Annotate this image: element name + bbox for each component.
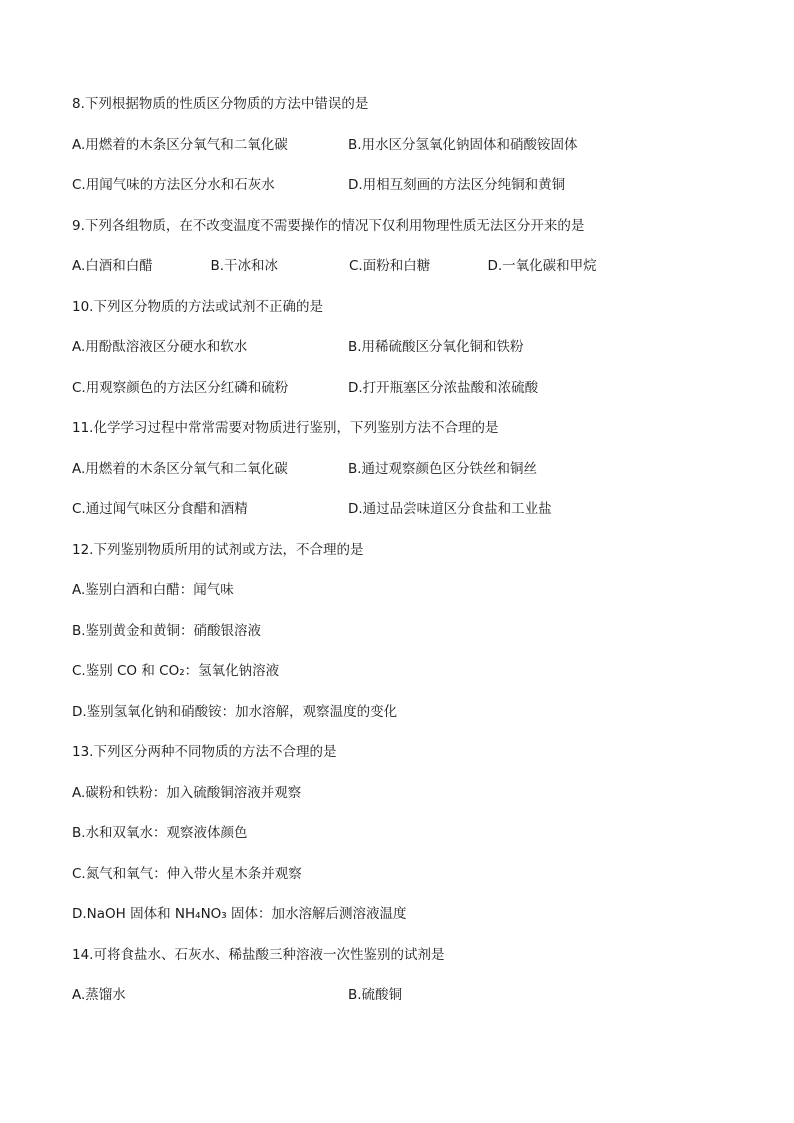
question-14-options-row-1 [72, 984, 732, 1025]
question-10-option-a: A.用酚酞溶液区分硬水和软水 [72, 339, 248, 355]
question-12-option-b: B.鉴别黄金和黄铜：硝酸银溶液 [72, 622, 262, 639]
question-11-options-row-1 [72, 458, 732, 499]
question-14-option-b: B.硫酸铜 [348, 987, 403, 1003]
question-11-option-a: A.用燃着的木条区分氧气和二氧化碳 [72, 460, 288, 477]
question-10-option-d: D.打开瓶塞区分浓盐酸和浓硫酸 [348, 379, 539, 396]
question-8-stem: 8.下列根据物质的性质区分物质的方法中错误的是 [72, 96, 369, 112]
question-14-stem: 14.可将食盐水、石灰水、稀盐酸三种溶液一次性鉴别的试剂是 [72, 946, 445, 963]
question-13-stem: 13.下列区分两种不同物质的方法不合理的是 [72, 744, 337, 760]
question-14-option-a: A.蒸馏水 [72, 987, 126, 1003]
question-8-option-a: A.用燃着的木条区分氧气和二氧化碳 [72, 136, 288, 153]
question-10-options-row-1 [72, 336, 732, 377]
question-9-stem: 9.下列各组物质，在不改变温度不需要操作的情况下仅利用物理性质无法区分开来的是 [72, 217, 585, 234]
question-13-option-a: A.碳粉和铁粉：加入硫酸铜溶液并观察 [72, 784, 302, 801]
question-9-option-c: C.面粉和白糖 [349, 258, 431, 274]
question-13-option-d: D.NaOH 固体和 NH₄NO₃ 固体：加水溶解后测溶液温度 [72, 906, 407, 922]
question-8-options-row-1 [72, 134, 732, 175]
question-10-option-b: B.用稀硫酸区分氧化铜和铁粉 [348, 339, 524, 355]
question-11-options-row-2 [72, 498, 732, 539]
question-9-option-d: D.一氧化碳和甲烷 [487, 258, 597, 274]
question-8-options-row-2 [72, 174, 732, 215]
question-13-option-c: C.氮气和氧气：伸入带火星木条并观察 [72, 865, 302, 882]
question-10-stem: 10.下列区分物质的方法或试剂不正确的是 [72, 298, 323, 315]
question-12-option-c: C.鉴别 CO 和 CO₂：氢氧化钠溶液 [72, 663, 280, 679]
question-9-option-a: A.白酒和白醋 [72, 258, 153, 274]
question-9-options-row [72, 255, 732, 296]
question-8-option-d: D.用相互刻画的方法区分纯铜和黄铜 [348, 177, 566, 193]
question-11-stem: 11.化学学习过程中常常需要对物质进行鉴别，下列鉴别方法不合理的是 [72, 420, 499, 436]
question-10-option-c: C.用观察颜色的方法区分红磷和硫粉 [72, 379, 289, 396]
question-12-stem: 12.下列鉴别物质所用的试剂或方法，不合理的是 [72, 541, 364, 558]
document-page [72, 93, 732, 1025]
question-10-options-row-2 [72, 377, 732, 418]
question-8-option-b: B.用水区分氢氧化钠固体和硝酸铵固体 [348, 136, 578, 153]
question-12-option-a: A.鉴别白酒和白醋：闻气味 [72, 582, 234, 598]
question-11-option-b: B.通过观察颜色区分铁丝和铜丝 [348, 460, 538, 477]
question-13-option-b: B.水和双氧水：观察液体颜色 [72, 825, 248, 841]
question-11-option-d: D.通过品尝味道区分食盐和工业盐 [348, 501, 552, 517]
question-12-option-d: D.鉴别氢氧化钠和硝酸铵：加水溶解，观察温度的变化 [72, 703, 398, 720]
question-11-option-c: C.通过闻气味区分食醋和酒精 [72, 501, 248, 517]
question-9-option-b: B.干冰和冰 [210, 258, 279, 274]
question-8-option-c: C.用闻气味的方法区分水和石灰水 [72, 177, 275, 193]
